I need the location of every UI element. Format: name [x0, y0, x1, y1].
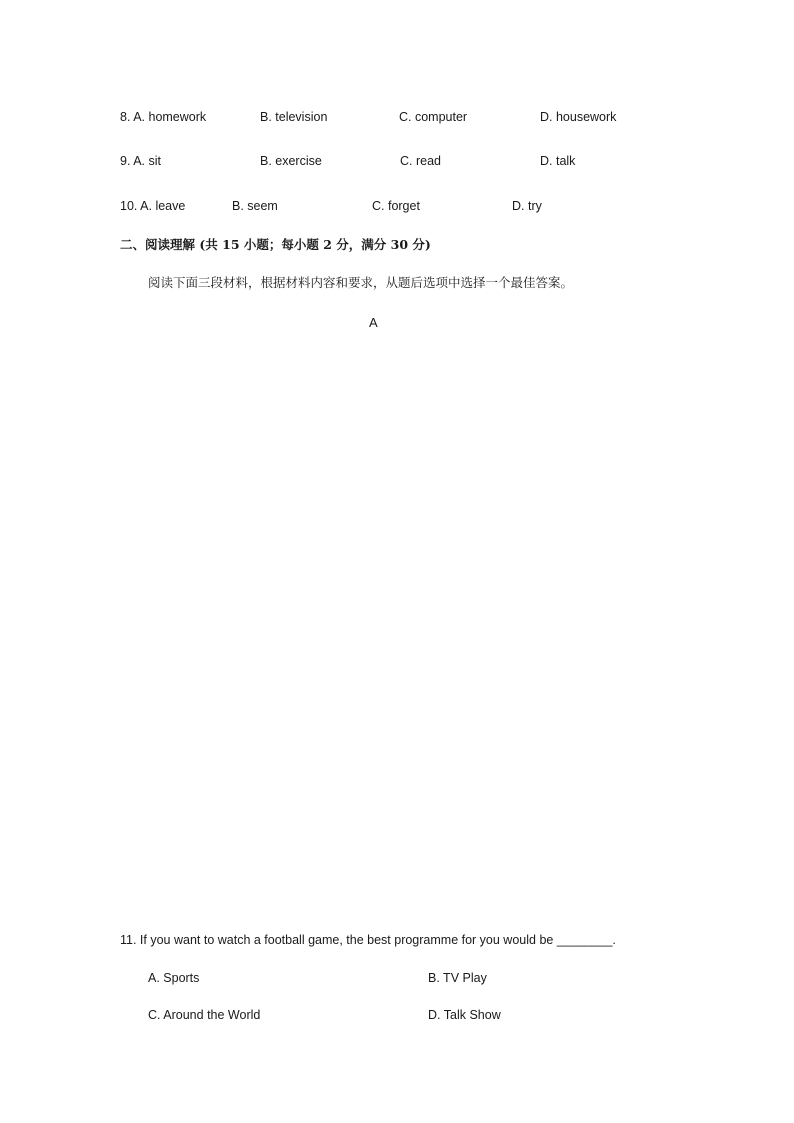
question-11-options-row-1: [0, 968, 794, 988]
section-instruction: 阅读下面三段材料，根据材料内容和要求，从题后选项中选择一个最佳答案。: [148, 275, 574, 290]
option-a: 8. A. homework: [120, 110, 207, 124]
passage-image-area: [120, 340, 674, 920]
section-title: 二、阅读理解 (共 15 小题；每小题 2 分，满分 30 分): [120, 237, 431, 252]
cloze-row-9: [0, 151, 794, 171]
option-b: B. television: [260, 110, 328, 124]
question-11-options-row-2: [0, 1005, 794, 1025]
question-11-stem: 11. If you want to watch a football game, the best programme for you would be ________.: [120, 933, 616, 947]
option-a: 9. A. sit: [120, 154, 161, 168]
option-d: D. try: [512, 199, 542, 213]
option-b: B. seem: [232, 199, 278, 213]
option-d: D. housework: [540, 110, 617, 124]
option-c: C. forget: [372, 199, 420, 213]
option-c: C. computer: [399, 110, 468, 124]
passage-label: A: [369, 315, 378, 330]
option-a: A. Sports: [148, 971, 200, 985]
option-c: C. Around the World: [148, 1008, 261, 1022]
option-a: 10. A. leave: [120, 199, 186, 213]
option-d: D. Talk Show: [428, 1008, 501, 1022]
option-b: B. TV Play: [428, 971, 487, 985]
option-c: C. read: [400, 154, 441, 168]
option-b: B. exercise: [260, 154, 322, 168]
cloze-row-10: [0, 196, 794, 216]
cloze-row-8: [0, 107, 794, 127]
option-d: D. talk: [540, 154, 576, 168]
